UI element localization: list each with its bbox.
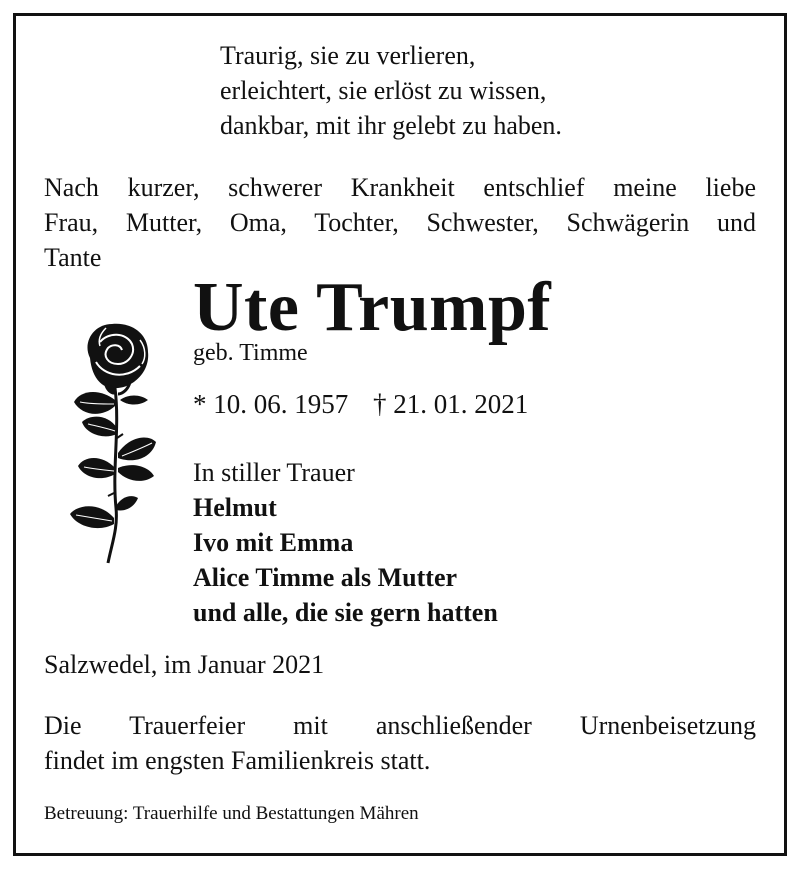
poem-line: erleichtert, sie erlöst zu wissen, — [220, 76, 547, 105]
mourner-name: und alle, die sie gern hatten — [193, 598, 498, 627]
place-and-date: Salzwedel, im Januar 2021 — [44, 650, 325, 679]
mourner-name: Ivo mit Emma — [193, 528, 354, 557]
poem — [220, 38, 562, 143]
funeral-info-line: Die Trauerfeier mit anschließender Urnenbeisetzung — [44, 711, 756, 740]
poem-line: dankbar, mit ihr gelebt zu haben. — [220, 111, 562, 140]
funeral-info-line: findet im engsten Familienkreis statt. — [44, 746, 431, 775]
announcement-text — [44, 170, 756, 275]
announcement-line: Tante — [44, 243, 102, 272]
mourners-block — [193, 455, 498, 630]
poem-line: Traurig, sie zu verlieren, — [220, 41, 476, 70]
birth-date: * 10. 06. 1957 — [193, 389, 349, 419]
announcement-line: Frau, Mutter, Oma, Tochter, Schwester, Schwägerin und — [44, 208, 756, 237]
rose-icon — [60, 318, 170, 568]
funeral-info — [44, 708, 756, 778]
death-date: † 21. 01. 2021 — [373, 389, 529, 419]
mourning-intro: In stiller Trauer — [193, 458, 355, 487]
mourner-name: Alice Timme als Mutter — [193, 563, 458, 592]
birth-name: geb. Timme — [193, 340, 308, 366]
mourner-name: Helmut — [193, 493, 277, 522]
life-dates — [193, 387, 528, 421]
announcement-line: Nach kurzer, schwerer Krankheit entschlief meine liebe — [44, 173, 756, 202]
undertaker-credit: Betreuung: Trauerhilfe und Bestattungen Mähren — [44, 803, 419, 824]
deceased-name: Ute Trumpf — [193, 269, 552, 346]
